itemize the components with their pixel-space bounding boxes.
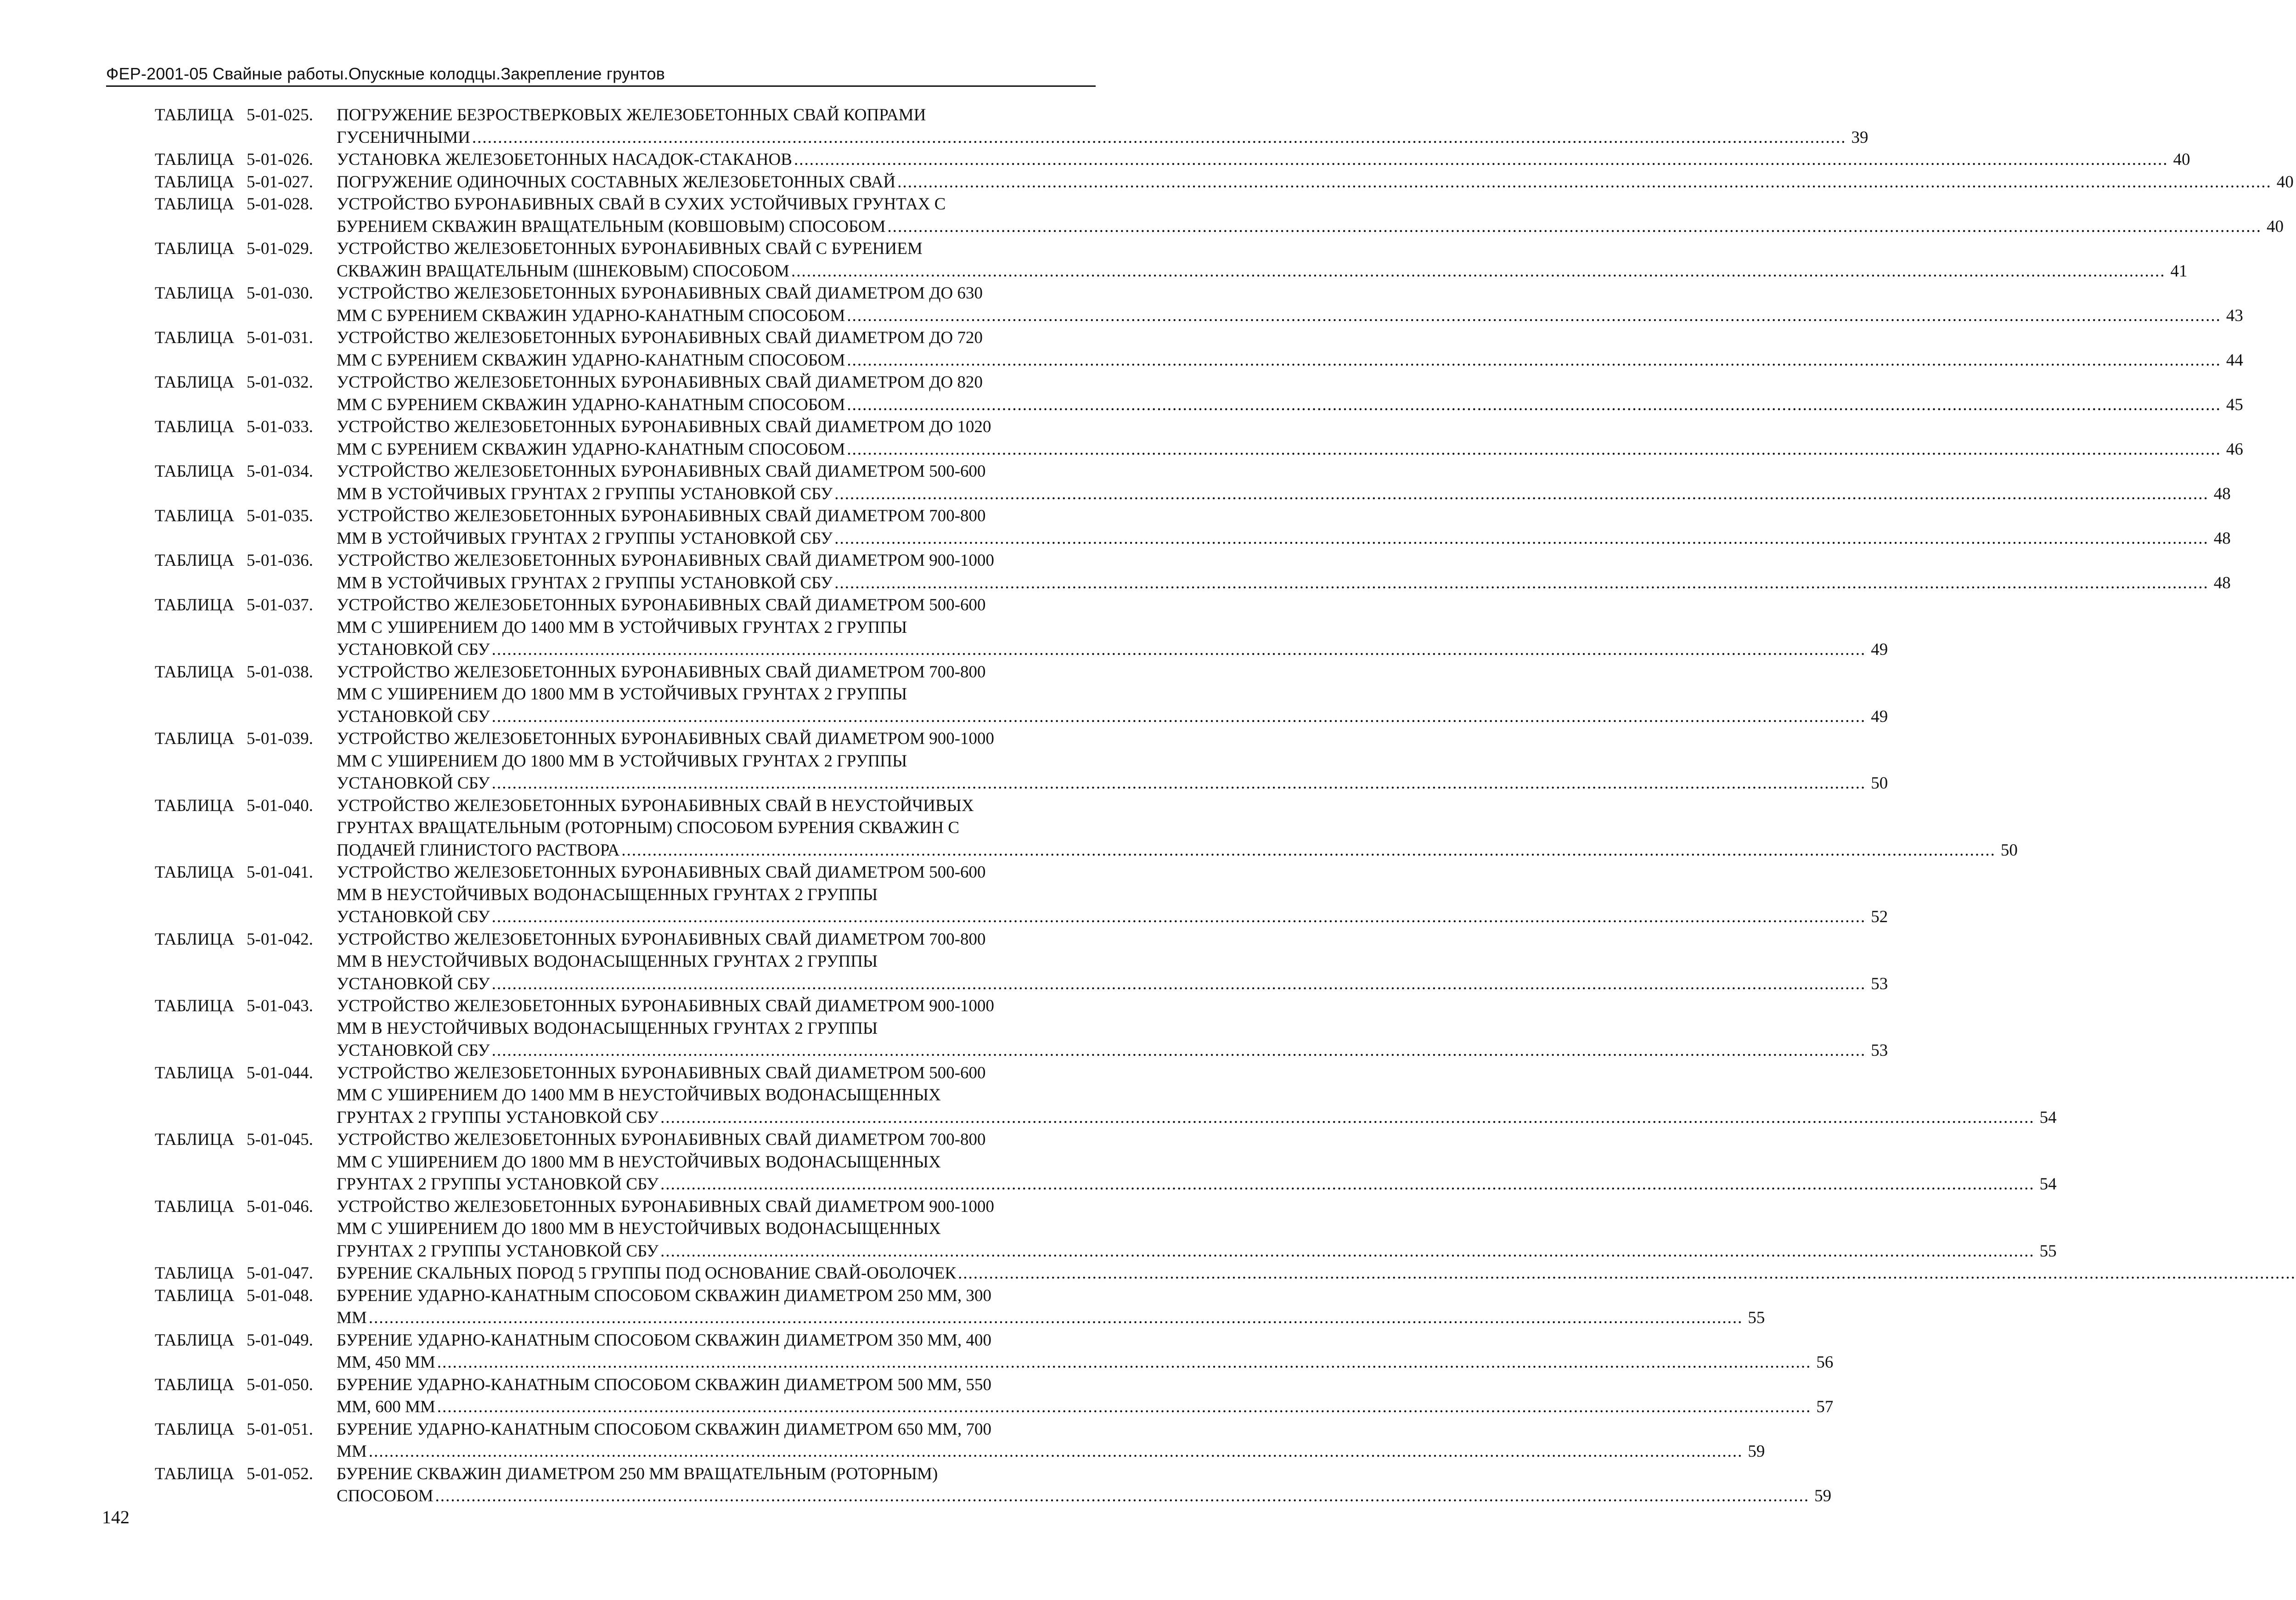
toc-entry-title-line: ММ В УСТОЙЧИВЫХ ГРУНТАХ 2 ГРУППЫ УСТАНОВКОЙ СБУ: [337, 529, 833, 548]
toc-entry[interactable]: [155, 1374, 1834, 1419]
toc-entry-last-line: [337, 483, 2231, 506]
toc-entry-last-line: [337, 1441, 1765, 1463]
toc-entry-label-word: ТАБЛИЦА: [155, 596, 235, 614]
toc-entry[interactable]: [155, 1196, 2057, 1263]
toc-entry-title-line: ММ: [337, 1308, 367, 1327]
toc-entry-label: [155, 282, 337, 305]
toc-entry-code: 5-01-049.: [247, 1330, 313, 1350]
toc-entry-label: [155, 171, 337, 194]
toc-entry-label-word: ТАБЛИЦА: [155, 863, 235, 882]
toc-entry[interactable]: [155, 104, 1868, 149]
toc-entry[interactable]: [155, 550, 2231, 594]
toc-entry-page-number: 57: [1816, 1397, 1834, 1416]
toc-entry-label-word: ТАБЛИЦА: [155, 284, 235, 303]
toc-entry-title: [337, 795, 2018, 862]
toc-entry-last-line: [337, 216, 2284, 238]
dot-leader: [369, 1441, 1743, 1463]
toc-entry-title-line: БУРЕНИЕ СКАЛЬНЫХ ПОРОД 5 ГРУППЫ ПОД ОСНОВАНИЕ СВАЙ-ОБОЛОЧЕК: [337, 1264, 957, 1283]
toc-entry-label: [155, 238, 337, 260]
toc-entry-label: [155, 995, 337, 1018]
toc-entry-label: [155, 505, 337, 528]
toc-entry-label-word: ТАБЛИЦА: [155, 462, 235, 481]
toc-entry-title: [337, 550, 2231, 594]
toc-entry-code: 5-01-051.: [247, 1420, 313, 1439]
toc-entry-title-line: ПОГРУЖЕНИЕ ОДИНОЧНЫХ СОСТАВНЫХ ЖЕЛЕЗОБЕТОННЫХ СВАЙ: [337, 172, 896, 192]
toc-entry-page-number: 49: [1871, 707, 1888, 726]
toc-entry[interactable]: [155, 1262, 1087, 1285]
dot-leader: [958, 1262, 2296, 1285]
toc-entry-title: [337, 995, 1888, 1062]
toc-entry-title-line: ММ В УСТОЙЧИВЫХ ГРУНТАХ 2 ГРУППЫ УСТАНОВКОЙ СБУ: [337, 484, 833, 503]
toc-entry-page-number: 46: [2226, 439, 2243, 459]
toc-entry-label-word: ТАБЛИЦА: [155, 417, 235, 436]
toc-entry-last-line: [337, 572, 2231, 595]
toc-entry-page-number: 43: [2226, 306, 2243, 325]
dot-leader: [791, 260, 2166, 283]
toc-entry-last-line: [337, 349, 2243, 372]
toc-entry-last-line: [337, 305, 2243, 327]
toc-entry-page-number: 56: [1816, 1353, 1834, 1372]
toc-entry-label: [155, 795, 337, 817]
toc-entry-title-line: ММ С УШИРЕНИЕМ ДО 1800 ММ В УСТОЙЧИВЫХ ГРУНТАХ 2 ГРУППЫ: [337, 685, 907, 704]
toc-entry-code: 5-01-029.: [247, 239, 313, 258]
toc-entry-code: 5-01-030.: [247, 284, 313, 303]
toc-entry[interactable]: [155, 238, 2188, 282]
toc-entry[interactable]: [155, 862, 1888, 929]
toc-entry[interactable]: [155, 416, 2243, 461]
toc-entry-label-word: ТАБЛИЦА: [155, 1330, 235, 1350]
toc-entry-title-line: УСТРОЙСТВО ЖЕЛЕЗОБЕТОННЫХ БУРОНАБИВНЫХ СВАЙ ДИАМЕТРОМ ДО 630: [337, 284, 983, 303]
toc-entry-title-line: ГРУНТАХ 2 ГРУППЫ УСТАНОВКОЙ СБУ: [337, 1241, 659, 1261]
toc-entry-page-number: 48: [2213, 573, 2231, 592]
toc-entry-label: [155, 149, 337, 171]
toc-entry-label: [155, 372, 337, 394]
toc-entry-label: [155, 1330, 337, 1352]
toc-entry-page-number: 53: [1871, 1041, 1888, 1060]
toc-entry-code: 5-01-033.: [247, 417, 313, 436]
toc-entry-label-word: ТАБЛИЦА: [155, 997, 235, 1015]
toc-entry-title-line: ММ С БУРЕНИЕМ СКВАЖИН УДАРНО-КАНАТНЫМ СПОСОБОМ: [337, 306, 845, 325]
dot-leader: [437, 1352, 1812, 1374]
toc-entry-label: [155, 1062, 337, 1085]
toc-entry-last-line: [337, 149, 2190, 171]
toc-entry-title-line: ММ С УШИРЕНИЕМ ДО 1800 ММ В УСТОЙЧИВЫХ ГРУНТАХ 2 ГРУППЫ: [337, 751, 907, 771]
toc-entry-label: [155, 1262, 337, 1285]
toc-entry-code: 5-01-052.: [247, 1464, 313, 1483]
toc-entry-title-line: УСТАНОВКОЙ СБУ: [337, 907, 490, 926]
toc-entry-title-line: БУРЕНИЕ УДАРНО-КАНАТНЫМ СПОСОБОМ СКВАЖИН ДИАМЕТРОМ 650 ММ, 700: [337, 1420, 992, 1439]
toc-entry-title-line: ММ С БУРЕНИЕМ СКВАЖИН УДАРНО-КАНАТНЫМ СПОСОБОМ: [337, 439, 845, 459]
toc-entry-label-word: ТАБЛИЦА: [155, 150, 235, 169]
dot-leader: [472, 127, 1846, 149]
toc-entry-label: [155, 1374, 337, 1397]
toc-entry[interactable]: [155, 149, 2190, 171]
toc-entry-label-word: ТАБЛИЦА: [155, 1375, 235, 1394]
toc-entry-label-word: ТАБЛИЦА: [155, 172, 235, 192]
toc-entry-title: [337, 1196, 2057, 1263]
toc-entry-code: 5-01-028.: [247, 195, 313, 214]
dot-leader: [660, 1107, 2035, 1129]
toc-entry-title: [337, 327, 2243, 372]
dot-leader: [435, 1485, 1810, 1508]
toc-entry-title: [337, 1285, 1765, 1330]
toc-entry-code: 5-01-025.: [247, 106, 313, 124]
toc-entry-title: [337, 171, 2294, 194]
toc-entry-title-line: ММ С БУРЕНИЕМ СКВАЖИН УДАРНО-КАНАТНЫМ СПОСОБОМ: [337, 395, 845, 414]
toc-entry-title-line: УСТРОЙСТВО ЖЕЛЕЗОБЕТОННЫХ БУРОНАБИВНЫХ СВАЙ ДИАМЕТРОМ 500-600: [337, 863, 986, 882]
toc-entry-code: 5-01-031.: [247, 328, 313, 347]
toc-entry-title: [337, 238, 2187, 282]
dot-leader: [660, 1173, 2035, 1196]
toc-entry-title: [337, 1419, 1765, 1463]
toc-entry-label-word: ТАБЛИЦА: [155, 1264, 235, 1283]
toc-entry-code: 5-01-045.: [247, 1130, 313, 1149]
toc-entry-label: [155, 1419, 337, 1441]
toc-entry-title-line: УСТРОЙСТВО ЖЕЛЕЗОБЕТОННЫХ БУРОНАБИВНЫХ СВАЙ ДИАМЕТРОМ 700-800: [337, 1130, 986, 1149]
toc-entry-title-line: ММ: [337, 1442, 367, 1461]
toc-entry-title-line: ММ, 600 ММ: [337, 1397, 435, 1416]
toc-entry-code: 5-01-032.: [247, 373, 313, 392]
toc-entry-title-line: УСТРОЙСТВО ЖЕЛЕЗОБЕТОННЫХ БУРОНАБИВНЫХ СВАЙ ДИАМЕТРОМ 900-1000: [337, 729, 995, 748]
toc-entry-last-line: [337, 1485, 1831, 1508]
toc-entry-title-line: УСТРОЙСТВО ЖЕЛЕЗОБЕТОННЫХ БУРОНАБИВНЫХ СВАЙ ДИАМЕТРОМ 500-600: [337, 462, 986, 481]
toc-entry-title: [337, 1330, 1833, 1374]
toc-entry-title-line: УСТРОЙСТВО ЖЕЛЕЗОБЕТОННЫХ БУРОНАБИВНЫХ СВАЙ С БУРЕНИЕМ: [337, 239, 923, 258]
toc-entry-label: [155, 862, 337, 884]
toc-entry-title-line: СПОСОБОМ: [337, 1487, 433, 1505]
toc-entry-title-line: УСТАНОВКОЙ СБУ: [337, 1041, 490, 1060]
toc-entry-title-line: ГРУНТАХ ВРАЩАТЕЛЬНЫМ (РОТОРНЫМ) СПОСОБОМ БУРЕНИЯ СКВАЖИН С: [337, 818, 960, 837]
toc-entry-label-word: ТАБЛИЦА: [155, 328, 235, 347]
toc-entry-code: 5-01-035.: [247, 507, 313, 525]
toc-entry-last-line: [337, 906, 1888, 929]
toc-entry-code: 5-01-026.: [247, 150, 313, 169]
toc-entry-code: 5-01-043.: [247, 997, 313, 1015]
toc-entry-last-line: [337, 1107, 2057, 1129]
toc-entry-page-number: 59: [1748, 1442, 1765, 1461]
toc-entry[interactable]: [155, 1062, 2057, 1129]
toc-entry[interactable]: [155, 193, 2284, 238]
dot-leader: [794, 149, 2168, 171]
dot-leader: [621, 839, 1996, 862]
toc-entry-code: 5-01-041.: [247, 863, 313, 882]
toc-entry-title-line: БУРЕНИЕ УДАРНО-КАНАТНЫМ СПОСОБОМ СКВАЖИН ДИАМЕТРОМ 250 ММ, 300: [337, 1286, 992, 1305]
toc-entry-title: [337, 461, 2231, 505]
dot-leader: [492, 706, 1866, 728]
dot-leader: [492, 973, 1866, 996]
toc-entry-label-word: ТАБЛИЦА: [155, 1063, 235, 1082]
page-number: 142: [102, 1507, 129, 1527]
toc-entry-title-line: БУРЕНИЕ УДАРНО-КАНАТНЫМ СПОСОБОМ СКВАЖИН ДИАМЕТРОМ 500 ММ, 550: [337, 1375, 992, 1394]
toc-entry-last-line: [337, 639, 1888, 661]
toc-entry-label: [155, 728, 337, 750]
toc-entry-title-line: УСТАНОВКОЙ СБУ: [337, 974, 490, 993]
toc-entry-title-line: БУРЕНИЕ УДАРНО-КАНАТНЫМ СПОСОБОМ СКВАЖИН ДИАМЕТРОМ 350 ММ, 400: [337, 1330, 992, 1350]
toc-entry-title-line: УСТРОЙСТВО ЖЕЛЕЗОБЕТОННЫХ БУРОНАБИВНЫХ СВАЙ В НЕУСТОЙЧИВЫХ: [337, 796, 974, 815]
toc-entry-title-line: ММ С УШИРЕНИЕМ ДО 1400 ММ В НЕУСТОЙЧИВЫХ ВОДОНАСЫЩЕННЫХ: [337, 1086, 941, 1104]
toc-entry-label: [155, 327, 337, 349]
toc-entry-label-word: ТАБЛИЦА: [155, 239, 235, 258]
toc-entry-title: [337, 282, 2243, 327]
toc-entry-title: [337, 1463, 1831, 1508]
toc-entry-title-line: УСТРОЙСТВО ЖЕЛЕЗОБЕТОННЫХ БУРОНАБИВНЫХ СВАЙ ДИАМЕТРОМ 900-1000: [337, 997, 995, 1015]
toc-entry-page-number: 50: [1871, 774, 1888, 793]
dot-leader: [888, 216, 2262, 238]
toc-entry-label: [155, 1196, 337, 1218]
toc-entry-label-word: ТАБЛИЦА: [155, 930, 235, 949]
toc-entry-title-line: УСТАНОВКОЙ СБУ: [337, 707, 490, 726]
toc-entry[interactable]: [155, 661, 1888, 728]
toc-entry-label-word: ТАБЛИЦА: [155, 662, 235, 682]
toc-entry-title-line: ПОГРУЖЕНИЕ БЕЗРОСТВЕРКОВЫХ ЖЕЛЕЗОБЕТОННЫХ СВАЙ КОПРАМИ: [337, 106, 926, 124]
toc-entry-last-line: [337, 706, 1888, 728]
dot-leader: [660, 1240, 2035, 1263]
toc-entry-title-line: СКВАЖИН ВРАЩАТЕЛЬНЫМ (ШНЕКОВЫМ) СПОСОБОМ: [337, 261, 789, 281]
toc-entry-page-number: 52: [1871, 907, 1888, 926]
dot-leader: [437, 1396, 1812, 1419]
toc-entry-page-number: 54: [2039, 1175, 2057, 1194]
toc-entry-label: [155, 104, 337, 127]
toc-entry-page-number: 41: [2170, 261, 2188, 281]
toc-entry-last-line: [337, 260, 2187, 283]
toc-entry[interactable]: [155, 995, 1888, 1062]
toc-entry-last-line: [337, 127, 1868, 149]
toc-entry-title-line: ММ С УШИРЕНИЕМ ДО 1800 ММ В НЕУСТОЙЧИВЫХ ВОДОНАСЫЩЕННЫХ: [337, 1219, 941, 1238]
toc-entry-code: 5-01-042.: [247, 930, 313, 949]
toc-entry-label: [155, 1463, 337, 1486]
toc-entry-title-line: ГРУНТАХ 2 ГРУППЫ УСТАНОВКОЙ СБУ: [337, 1108, 659, 1127]
toc-entry-label-word: ТАБЛИЦА: [155, 1197, 235, 1216]
toc-entry-code: 5-01-050.: [247, 1375, 313, 1394]
running-header-title: ФЕР-2001-05 Свайные работы.Опускные колодцы.Закрепление грунтов: [106, 64, 665, 83]
dot-leader: [897, 171, 2272, 194]
toc-entry-title-line: УСТРОЙСТВО ЖЕЛЕЗОБЕТОННЫХ БУРОНАБИВНЫХ СВАЙ ДИАМЕТРОМ 700-800: [337, 930, 986, 949]
toc-entry-page-number: 40: [2173, 150, 2190, 169]
toc-entry-label: [155, 1285, 337, 1307]
toc-entry-title: [337, 372, 2243, 416]
toc-entry-page-number: 40: [2267, 217, 2284, 236]
toc-entry-title: [337, 1062, 2057, 1129]
toc-entry-last-line: [337, 1262, 2296, 1285]
toc-entry-label: [155, 416, 337, 439]
toc-entry-title-line: УСТАНОВКОЙ СБУ: [337, 640, 490, 659]
toc-entry-title: [337, 505, 2231, 550]
dot-leader: [834, 483, 2209, 506]
toc-entry-page-number: 53: [1871, 974, 1888, 993]
toc-entry-label-word: ТАБЛИЦА: [155, 106, 235, 124]
toc-entry[interactable]: [155, 929, 1888, 996]
toc-entry-label: [155, 594, 337, 617]
toc-entry-code: 5-01-039.: [247, 729, 313, 748]
toc-entry-title: [337, 929, 1888, 996]
toc-entry-label-word: ТАБЛИЦА: [155, 1130, 235, 1149]
dot-leader: [369, 1307, 1743, 1330]
dot-leader: [847, 305, 2221, 327]
running-header: [106, 62, 1096, 87]
table-of-contents: [155, 104, 2294, 1508]
toc-entry-title: [337, 1262, 2296, 1285]
toc-entry-page-number: 45: [2226, 395, 2243, 414]
toc-entry-title: [337, 728, 1888, 795]
toc-entry-title-line: ГРУНТАХ 2 ГРУППЫ УСТАНОВКОЙ СБУ: [337, 1175, 659, 1194]
toc-entry-code: 5-01-048.: [247, 1286, 313, 1305]
toc-entry-last-line: [337, 1040, 1888, 1062]
dot-leader: [847, 349, 2221, 372]
toc-entry[interactable]: [155, 1330, 1834, 1374]
toc-entry-label-word: ТАБЛИЦА: [155, 373, 235, 392]
toc-entry-last-line: [337, 1307, 1765, 1330]
toc-entry-label-word: ТАБЛИЦА: [155, 1420, 235, 1439]
toc-entry-last-line: [337, 839, 2018, 862]
toc-entry-last-line: [337, 772, 1888, 795]
toc-entry[interactable]: [155, 1463, 1832, 1508]
dot-leader: [834, 572, 2209, 595]
toc-entry-title-line: УСТРОЙСТВО ЖЕЛЕЗОБЕТОННЫХ БУРОНАБИВНЫХ СВАЙ ДИАМЕТРОМ 900-1000: [337, 1197, 995, 1216]
toc-entry-page-number: 39: [1851, 128, 1868, 147]
toc-entry[interactable]: [155, 282, 2243, 327]
toc-entry-code: 5-01-034.: [247, 462, 313, 481]
toc-entry-label: [155, 1129, 337, 1151]
toc-entry-title-line: ММ, 450 ММ: [337, 1353, 435, 1372]
toc-entry[interactable]: [155, 1285, 1765, 1330]
toc-entry[interactable]: [155, 728, 1888, 795]
toc-entry[interactable]: [155, 372, 2243, 416]
dot-leader: [847, 439, 2221, 461]
toc-entry[interactable]: [155, 1419, 1765, 1463]
dot-leader: [492, 772, 1866, 795]
toc-entry[interactable]: [155, 1129, 2057, 1196]
toc-entry-title-line: УСТРОЙСТВО ЖЕЛЕЗОБЕТОННЫХ БУРОНАБИВНЫХ СВАЙ ДИАМЕТРОМ 500-600: [337, 596, 986, 614]
toc-entry-label: [155, 461, 337, 483]
toc-entry[interactable]: [155, 795, 2018, 862]
toc-entry-last-line: [337, 394, 2243, 417]
toc-entry-title: [337, 1129, 2057, 1196]
toc-entry-last-line: [337, 171, 2294, 194]
toc-entry-code: 5-01-036.: [247, 551, 313, 570]
toc-entry-page-number: 48: [2213, 484, 2231, 503]
toc-entry-code: 5-01-038.: [247, 662, 313, 682]
toc-entry-title-line: ММ В НЕУСТОЙЧИВЫХ ВОДОНАСЫЩЕННЫХ ГРУНТАХ 2 ГРУППЫ: [337, 885, 878, 904]
toc-entry-last-line: [337, 528, 2231, 550]
toc-entry-page-number: 44: [2226, 350, 2243, 370]
toc-entry-label-word: ТАБЛИЦА: [155, 1464, 235, 1483]
toc-entry[interactable]: [155, 505, 2231, 550]
toc-entry-code: 5-01-044.: [247, 1063, 313, 1082]
toc-entry-title-line: ГУСЕНИЧНЫМИ: [337, 128, 470, 147]
toc-entry-code: 5-01-027.: [247, 172, 313, 192]
dot-leader: [492, 1040, 1866, 1062]
toc-entry-page-number: 40: [2276, 172, 2294, 192]
toc-entry-label-word: ТАБЛИЦА: [155, 729, 235, 748]
toc-entry-title-line: УСТРОЙСТВО БУРОНАБИВНЫХ СВАЙ В СУХИХ УСТОЙЧИВЫХ ГРУНТАХ С: [337, 195, 946, 214]
toc-entry-last-line: [337, 1396, 1833, 1419]
toc-entry-title: [337, 862, 1888, 929]
toc-entry-title: [337, 193, 2284, 238]
toc-entry-title-line: УСТАНОВКА ЖЕЛЕЗОБЕТОННЫХ НАСАДОК-СТАКАНОВ: [337, 150, 792, 169]
toc-entry-label-word: ТАБЛИЦА: [155, 507, 235, 525]
toc-entry-title-line: ММ В НЕУСТОЙЧИВЫХ ВОДОНАСЫЩЕННЫХ ГРУНТАХ 2 ГРУППЫ: [337, 1019, 878, 1038]
toc-entry-title-line: ММ С БУРЕНИЕМ СКВАЖИН УДАРНО-КАНАТНЫМ СПОСОБОМ: [337, 350, 845, 370]
toc-entry-label: [155, 661, 337, 684]
toc-entry-title-line: ММ В УСТОЙЧИВЫХ ГРУНТАХ 2 ГРУППЫ УСТАНОВКОЙ СБУ: [337, 573, 833, 592]
toc-entry-title-line: УСТРОЙСТВО ЖЕЛЕЗОБЕТОННЫХ БУРОНАБИВНЫХ СВАЙ ДИАМЕТРОМ ДО 720: [337, 328, 983, 347]
toc-entry[interactable]: [155, 594, 1888, 661]
toc-entry-title: [337, 1374, 1833, 1419]
toc-entry[interactable]: [155, 461, 2231, 505]
toc-entry-title-line: ММ В НЕУСТОЙЧИВЫХ ВОДОНАСЫЩЕННЫХ ГРУНТАХ 2 ГРУППЫ: [337, 952, 878, 971]
toc-entry-title-line: ПОДАЧЕЙ ГЛИНИСТОГО РАСТВОРА: [337, 840, 620, 860]
toc-entry-title-line: БУРЕНИЕ СКВАЖИН ДИАМЕТРОМ 250 ММ ВРАЩАТЕЛЬНЫМ (РОТОРНЫМ): [337, 1464, 938, 1483]
toc-entry-label-word: ТАБЛИЦА: [155, 1286, 235, 1305]
toc-entry-title: [337, 416, 2243, 461]
toc-entry-code: 5-01-037.: [247, 596, 313, 614]
toc-entry-title-line: УСТРОЙСТВО ЖЕЛЕЗОБЕТОННЫХ БУРОНАБИВНЫХ СВАЙ ДИАМЕТРОМ 900-1000: [337, 551, 995, 570]
toc-entry-title: [337, 149, 2190, 171]
toc-entry-page-number: 55: [2039, 1241, 2057, 1261]
toc-entry-page-number: 48: [2213, 529, 2231, 548]
toc-entry-code: 5-01-040.: [247, 796, 313, 815]
toc-entry-code: 5-01-047.: [247, 1264, 313, 1283]
dot-leader: [492, 639, 1866, 661]
toc-entry-last-line: [337, 1173, 2057, 1196]
toc-entry[interactable]: [155, 171, 2294, 194]
dot-leader: [492, 906, 1866, 929]
toc-entry-last-line: [337, 1240, 2057, 1263]
toc-entry-label-word: ТАБЛИЦА: [155, 195, 235, 214]
toc-entry-last-line: [337, 1352, 1833, 1374]
toc-entry-label: [155, 193, 337, 216]
toc-entry-title-line: УСТРОЙСТВО ЖЕЛЕЗОБЕТОННЫХ БУРОНАБИВНЫХ СВАЙ ДИАМЕТРОМ 700-800: [337, 507, 986, 525]
toc-entry-page-number: 49: [1871, 640, 1888, 659]
dot-leader: [847, 394, 2221, 417]
toc-entry-page-number: 55: [1748, 1308, 1765, 1327]
toc-entry-title: [337, 104, 1868, 149]
toc-entry-page-number: 54: [2039, 1108, 2057, 1127]
toc-entry-title-line: ММ С УШИРЕНИЕМ ДО 1800 ММ В НЕУСТОЙЧИВЫХ ВОДОНАСЫЩЕННЫХ: [337, 1152, 941, 1172]
toc-entry-label-word: ТАБЛИЦА: [155, 551, 235, 570]
toc-entry-title-line: УСТРОЙСТВО ЖЕЛЕЗОБЕТОННЫХ БУРОНАБИВНЫХ СВАЙ ДИАМЕТРОМ 700-800: [337, 662, 986, 682]
toc-entry-title-line: УСТРОЙСТВО ЖЕЛЕЗОБЕТОННЫХ БУРОНАБИВНЫХ СВАЙ ДИАМЕТРОМ ДО 820: [337, 373, 983, 392]
toc-entry-label-word: ТАБЛИЦА: [155, 796, 235, 815]
toc-entry-title-line: БУРЕНИЕМ СКВАЖИН ВРАЩАТЕЛЬНЫМ (КОВШОВЫМ) СПОСОБОМ: [337, 217, 886, 236]
toc-entry[interactable]: [155, 327, 2243, 372]
toc-entry-title-line: УСТАНОВКОЙ СБУ: [337, 774, 490, 793]
dot-leader: [834, 528, 2209, 550]
toc-entry-last-line: [337, 439, 2243, 461]
toc-entry-label: [155, 550, 337, 572]
toc-entry-code: 5-01-046.: [247, 1197, 313, 1216]
toc-entry-page-number: 59: [1814, 1487, 1832, 1505]
toc-entry-label: [155, 929, 337, 951]
toc-entry-title-line: ММ С УШИРЕНИЕМ ДО 1400 ММ В УСТОЙЧИВЫХ ГРУНТАХ 2 ГРУППЫ: [337, 618, 907, 637]
toc-entry-title-line: УСТРОЙСТВО ЖЕЛЕЗОБЕТОННЫХ БУРОНАБИВНЫХ СВАЙ ДИАМЕТРОМ 500-600: [337, 1063, 986, 1082]
toc-entry-page-number: 50: [2000, 840, 2018, 860]
toc-entry-title: [337, 661, 1888, 728]
toc-entry-title-line: УСТРОЙСТВО ЖЕЛЕЗОБЕТОННЫХ БУРОНАБИВНЫХ СВАЙ ДИАМЕТРОМ ДО 1020: [337, 417, 991, 436]
toc-entry-last-line: [337, 973, 1888, 996]
toc-entry-title: [337, 594, 1888, 661]
